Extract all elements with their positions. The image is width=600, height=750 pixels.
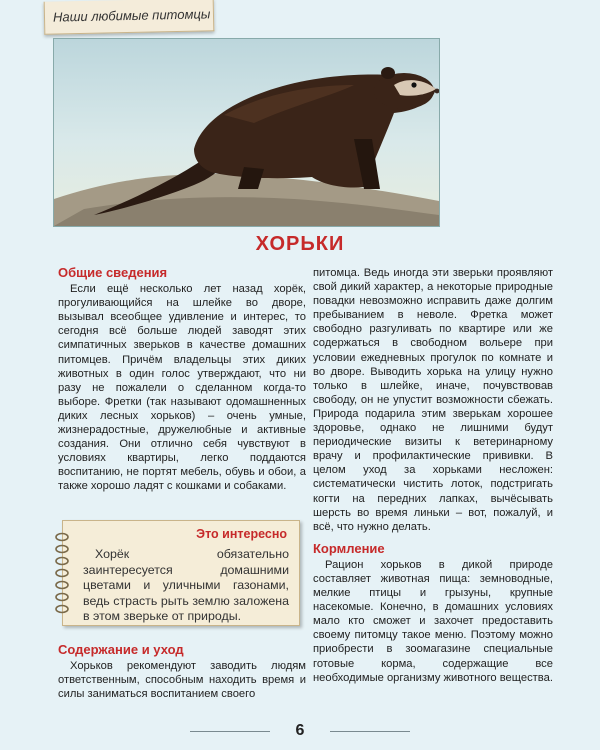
section-title: Наши любимые питомцы: [52, 6, 211, 25]
ferret-eye: [411, 82, 416, 87]
interesting-title: Это интересно: [196, 527, 287, 541]
page-number: 6: [295, 722, 305, 739]
feeding-heading: Кормление: [313, 540, 385, 556]
ferret-ear: [381, 67, 395, 79]
left-column: [58, 266, 306, 494]
feeding-text: Рацион хорьков в дикой природе составляет животная пища: земноводные, мелкие птицы и грызуны, крупные насекомые. Конечно, в домашних условиях мало кто сможет и захочет предоставить своему питомцу такое меню. Поэтому можно приобрести в зоомагазине специальные готовые корма, содержащие все необходимые организму животного вещества.: [313, 558, 553, 684]
article-title: ХОРЬКИ: [255, 233, 345, 255]
ferret-photo: [53, 38, 440, 227]
care-text: Хорьков рекомендуют заводить людям ответственным, способным находить время и силы заниматься воспитанием своего: [58, 660, 306, 701]
spiral-binding-icon: [54, 531, 70, 619]
right-column: [313, 266, 553, 685]
interesting-fact-card: [62, 520, 300, 626]
care-heading: Содержание и уход: [58, 642, 184, 657]
care-section: [58, 643, 306, 701]
section-tab: [44, 0, 215, 35]
ferret-illustration: [54, 39, 439, 226]
care-continued-text: питомца. Ведь иногда эти зверьки проявляют свой дикий характер, а некоторые природные повадки невозможно исправить даже долгим пребыванием в неволе. Фретка может свободно разгуливать по квартире или же содержаться в свободном вольере при условии ежедневных прогулок по комнате и во дворе. Выводить хорька на улицу нужно только в шлейке, иначе, почувствовав свободу, он не упустит возможности сбежать. Природа подарила этим зверькам хорошее здоровье, однако не лишними будут периодические визиты к ветеринарному врачу и профилактические прививки. В целом уход за хорьками несложен: систематически чистить лоток, подстригать когти на передних лапках, вычёсывать шерсть во время линьки – вот, пожалуй, и всё, что нужно делать.: [313, 267, 553, 533]
general-text: Если ещё несколько лет назад хорёк, прогуливающийся на шлейке во дворе, вызывал всеобщее удивление и интерес, то сегодня всё больше людей заводят этих симпатичных зверьков в качестве домашних питомцев. Причём владельцы этих диких животных в один голос утверждают, что ни разу не пожалели о сделанном когда-то выборе. Фретки (так называют одомашненных диких лесных хорьков) – очень умные, жизнерадостные, дружелюбные и активные создания. Они отлично себя чувствуют в условиях квартиры, легко поддаются воспитанию, не портят мебель, обувь и обои, а также хорошо ладят с кошками и собаками.: [58, 283, 306, 493]
interesting-text: Хорёк обязательно заинтересуется домашними цветами и уличными газонами, ведь страсть рыть землю заложена в этом зверьке от природы.: [83, 547, 289, 623]
general-heading: Общие сведения: [58, 265, 168, 280]
